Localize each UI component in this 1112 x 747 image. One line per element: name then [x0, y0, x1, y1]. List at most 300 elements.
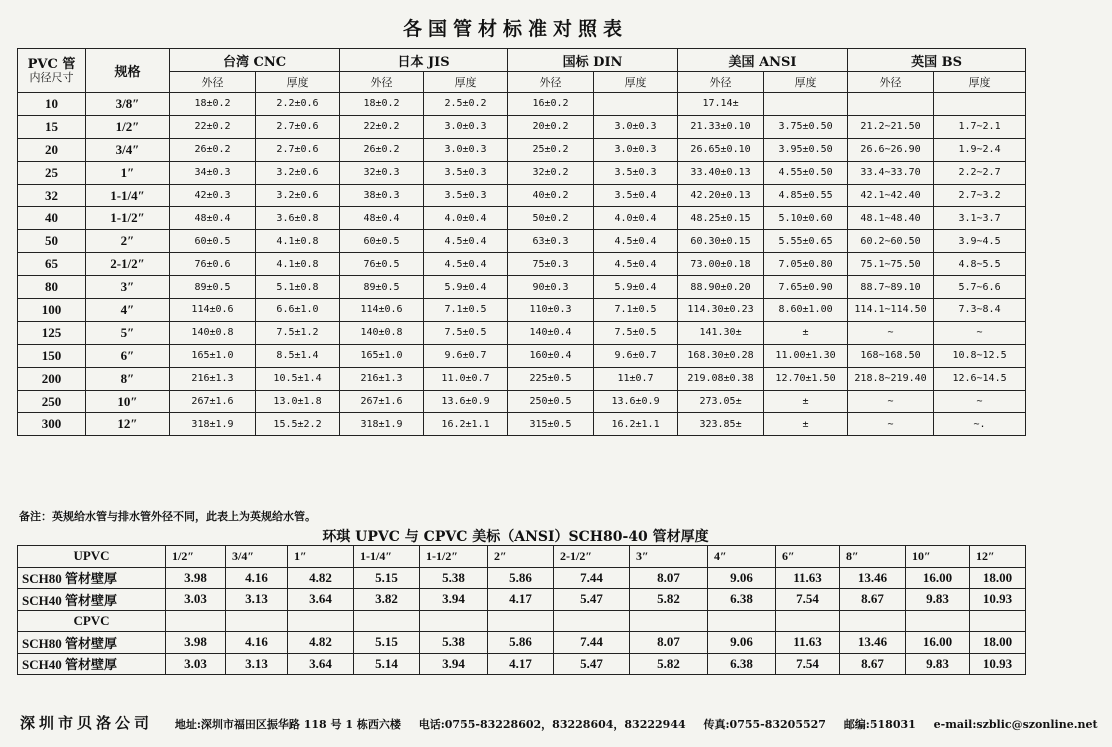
value-cell: 16.2±1.1 [594, 413, 678, 436]
row-label: SCH40 管材壁厚 [18, 653, 166, 675]
value-cell: 250±0.5 [508, 390, 594, 413]
value-cell: 4.55±0.50 [764, 161, 848, 184]
value-cell: 40±0.2 [508, 184, 594, 207]
value-cell: 18±0.2 [170, 93, 256, 116]
value-cell: ~ [848, 321, 934, 344]
subheader-thickness: 厚度 [764, 72, 848, 93]
value-cell: 7.5±0.5 [424, 321, 508, 344]
value-cell [764, 93, 848, 116]
header-standard-jis: 日本 JIS [340, 49, 508, 72]
value-cell: 4.5±0.4 [424, 230, 508, 253]
thickness-cell: 16.00 [906, 632, 970, 654]
value-cell: 3.1~3.7 [934, 207, 1026, 230]
pvc-size-cell: 300 [18, 413, 86, 436]
value-cell [934, 93, 1026, 116]
size-cell: 2″ [488, 546, 554, 568]
value-cell: 3.5±0.3 [424, 184, 508, 207]
value-cell: 32±0.3 [340, 161, 424, 184]
empty-cell [354, 610, 420, 632]
thickness-cell: 6.38 [708, 589, 776, 611]
thickness-cell: 4.82 [288, 567, 354, 589]
value-cell: 89±0.5 [340, 276, 424, 299]
value-cell: 5.9±0.4 [424, 276, 508, 299]
thickness-cell: 5.47 [554, 589, 630, 611]
value-cell: 7.1±0.5 [424, 299, 508, 322]
value-cell: 9.6±0.7 [594, 344, 678, 367]
value-cell: 1.7~2.1 [934, 115, 1026, 138]
value-cell: 5.10±0.60 [764, 207, 848, 230]
thickness-cell: 3.94 [420, 589, 488, 611]
table-row [18, 230, 1026, 253]
thickness-cell: 18.00 [970, 632, 1026, 654]
size-cell: 2-1/2″ [554, 546, 630, 568]
value-cell: 140±0.8 [170, 321, 256, 344]
company-address: 地址:深圳市福田区振华路 118 号 1 栋西六楼 [174, 718, 401, 731]
table-row [18, 184, 1026, 207]
pvc-size-cell: 125 [18, 321, 86, 344]
spec-cell: 10″ [86, 390, 170, 413]
value-cell: 90±0.3 [508, 276, 594, 299]
value-cell: 11±0.7 [594, 367, 678, 390]
value-cell: 3.0±0.3 [594, 115, 678, 138]
value-cell: 110±0.3 [508, 299, 594, 322]
table-row [18, 390, 1026, 413]
spec-cell: 8″ [86, 367, 170, 390]
value-cell: 2.7±0.6 [256, 138, 340, 161]
value-cell: 318±1.9 [340, 413, 424, 436]
thickness-cell: 5.47 [554, 653, 630, 675]
header-standard-din: 国标 DIN [508, 49, 678, 72]
thickness-cell: 3.98 [166, 567, 226, 589]
value-cell: 165±1.0 [340, 344, 424, 367]
value-cell: 60±0.5 [170, 230, 256, 253]
empty-cell [776, 610, 840, 632]
value-cell: 50±0.2 [508, 207, 594, 230]
thickness-cell: 4.82 [288, 632, 354, 654]
value-cell: ± [764, 321, 848, 344]
thickness-cell: 3.98 [166, 632, 226, 654]
value-cell: 2.7±0.6 [256, 115, 340, 138]
pvc-size-cell: 15 [18, 115, 86, 138]
footer [20, 712, 1098, 733]
header-spec: 规格 [86, 49, 170, 93]
subheader-thickness: 厚度 [594, 72, 678, 93]
empty-cell [906, 610, 970, 632]
thickness-cell: 4.17 [488, 589, 554, 611]
empty-cell [554, 610, 630, 632]
empty-cell [166, 610, 226, 632]
table-row [18, 93, 1026, 116]
company-email: e-mail:szblic@szonline.net [933, 718, 1098, 731]
table-row [18, 413, 1026, 436]
company-name: 深圳市贝洛公司 [20, 714, 154, 732]
thickness-row [18, 567, 1026, 589]
value-cell: 15.5±2.2 [256, 413, 340, 436]
thickness-cell: 3.13 [226, 589, 288, 611]
empty-cell [420, 610, 488, 632]
value-cell: ~ [848, 413, 934, 436]
value-cell: 4.0±0.4 [594, 207, 678, 230]
value-cell: 8.5±1.4 [256, 344, 340, 367]
pvc-size-cell: 40 [18, 207, 86, 230]
value-cell: 3.6±0.8 [256, 207, 340, 230]
value-cell: ~ [934, 390, 1026, 413]
spec-cell: 5″ [86, 321, 170, 344]
value-cell: 216±1.3 [340, 367, 424, 390]
value-cell: 22±0.2 [170, 115, 256, 138]
thickness-cell: 4.16 [226, 632, 288, 654]
value-cell: 48±0.4 [170, 207, 256, 230]
value-cell: 141.30± [678, 321, 764, 344]
value-cell [594, 93, 678, 116]
value-cell: 114±0.6 [340, 299, 424, 322]
thickness-cell: 9.83 [906, 589, 970, 611]
value-cell: 3.0±0.3 [424, 138, 508, 161]
spec-cell: 1/2″ [86, 115, 170, 138]
value-cell: 267±1.6 [340, 390, 424, 413]
value-cell: 33.40±0.13 [678, 161, 764, 184]
value-cell: 2.2~2.7 [934, 161, 1026, 184]
thickness-cell: 3.82 [354, 589, 420, 611]
pvc-size-cell: 150 [18, 344, 86, 367]
page-title: 各国管材标准对照表 [402, 18, 628, 40]
thickness-cell: 16.00 [906, 567, 970, 589]
table-row [18, 276, 1026, 299]
value-cell: 225±0.5 [508, 367, 594, 390]
value-cell: 7.5±1.2 [256, 321, 340, 344]
value-cell: 7.05±0.80 [764, 253, 848, 276]
value-cell: 140±0.8 [340, 321, 424, 344]
table-row [18, 321, 1026, 344]
value-cell: 4.5±0.4 [424, 253, 508, 276]
table-row [18, 253, 1026, 276]
value-cell: 5.55±0.65 [764, 230, 848, 253]
value-cell: 114±0.6 [170, 299, 256, 322]
value-cell: 34±0.3 [170, 161, 256, 184]
pvc-size-cell: 250 [18, 390, 86, 413]
value-cell: 7.65±0.90 [764, 276, 848, 299]
row-label: SCH80 管材壁厚 [18, 632, 166, 654]
thickness-cell: 13.46 [840, 632, 906, 654]
spec-cell: 1-1/4″ [86, 184, 170, 207]
table-row [18, 207, 1026, 230]
value-cell: 5.7~6.6 [934, 276, 1026, 299]
material-label: CPVC [18, 610, 166, 632]
size-cell: 1″ [288, 546, 354, 568]
thickness-cell: 9.83 [906, 653, 970, 675]
thickness-cell: 3.94 [420, 653, 488, 675]
table-row [18, 344, 1026, 367]
value-cell: ~ [848, 390, 934, 413]
header-standard-ansi: 美国 ANSI [678, 49, 848, 72]
value-cell: 89±0.5 [170, 276, 256, 299]
value-cell: 7.3~8.4 [934, 299, 1026, 322]
thickness-cell: 3.03 [166, 653, 226, 675]
section-title: 环琪 UPVC 与 CPVC 美标（ANSI）SCH80-40 管材厚度 [322, 529, 709, 545]
pvc-size-cell: 200 [18, 367, 86, 390]
value-cell: 75±0.3 [508, 253, 594, 276]
thickness-cell: 5.86 [488, 632, 554, 654]
row-label: SCH80 管材壁厚 [18, 567, 166, 589]
spec-cell: 2″ [86, 230, 170, 253]
table-row [18, 161, 1026, 184]
pvc-size-cell: 32 [18, 184, 86, 207]
value-cell: 5.1±0.8 [256, 276, 340, 299]
value-cell: 3.75±0.50 [764, 115, 848, 138]
value-cell: 165±1.0 [170, 344, 256, 367]
value-cell: 4.8~5.5 [934, 253, 1026, 276]
empty-cell [708, 610, 776, 632]
thickness-cell: 10.93 [970, 653, 1026, 675]
empty-cell [226, 610, 288, 632]
value-cell: 219.08±0.38 [678, 367, 764, 390]
pvc-size-cell: 100 [18, 299, 86, 322]
value-cell: ~. [934, 413, 1026, 436]
value-cell: 3.0±0.3 [424, 115, 508, 138]
value-cell: 63±0.3 [508, 230, 594, 253]
value-cell: 26±0.2 [170, 138, 256, 161]
thickness-cell: 5.38 [420, 632, 488, 654]
thickness-row [18, 632, 1026, 654]
thickness-row [18, 589, 1026, 611]
value-cell: 26.65±0.10 [678, 138, 764, 161]
value-cell: 1.9~2.4 [934, 138, 1026, 161]
table-row [18, 115, 1026, 138]
value-cell: 26.6~26.90 [848, 138, 934, 161]
thickness-cell: 3.13 [226, 653, 288, 675]
value-cell: 7.1±0.5 [594, 299, 678, 322]
subheader-od: 外径 [170, 72, 256, 93]
value-cell: 21.33±0.10 [678, 115, 764, 138]
spec-cell: 3″ [86, 276, 170, 299]
value-cell: 21.2~21.50 [848, 115, 934, 138]
value-cell: 13.6±0.9 [424, 390, 508, 413]
thickness-cell: 8.67 [840, 653, 906, 675]
table-row [18, 299, 1026, 322]
value-cell: 4.1±0.8 [256, 230, 340, 253]
header-standard-cnc: 台湾 CNC [170, 49, 340, 72]
value-cell: 4.85±0.55 [764, 184, 848, 207]
subheader-od: 外径 [678, 72, 764, 93]
pvc-size-cell: 25 [18, 161, 86, 184]
thickness-cell: 18.00 [970, 567, 1026, 589]
value-cell: 2.7~3.2 [934, 184, 1026, 207]
thickness-cell: 4.17 [488, 653, 554, 675]
value-cell: 60±0.5 [340, 230, 424, 253]
value-cell: 168.30±0.28 [678, 344, 764, 367]
company-phone: 电话:0755-83228602，83228604，83222944 [418, 718, 686, 731]
thickness-cell: 5.86 [488, 567, 554, 589]
material-label: UPVC [18, 546, 166, 568]
empty-cell [970, 610, 1026, 632]
pvc-size-cell: 10 [18, 93, 86, 116]
company-fax: 传真:0755-83205527 [703, 718, 826, 731]
value-cell: 114.30±0.23 [678, 299, 764, 322]
value-cell: 88.7~89.10 [848, 276, 934, 299]
value-cell: 22±0.2 [340, 115, 424, 138]
value-cell: 16±0.2 [508, 93, 594, 116]
thickness-cell: 7.54 [776, 589, 840, 611]
thickness-cell: 3.64 [288, 653, 354, 675]
size-cell: 4″ [708, 546, 776, 568]
value-cell: 273.05± [678, 390, 764, 413]
size-cell: 1-1/4″ [354, 546, 420, 568]
value-cell: 3.5±0.3 [424, 161, 508, 184]
thickness-row [18, 653, 1026, 675]
header-standard-bs: 英国 BS [848, 49, 1026, 72]
subheader-od: 外径 [340, 72, 424, 93]
thickness-cell: 8.07 [630, 632, 708, 654]
spec-cell: 3/8″ [86, 93, 170, 116]
value-cell: 6.6±1.0 [256, 299, 340, 322]
value-cell: 12.70±1.50 [764, 367, 848, 390]
thickness-cell: 9.06 [708, 632, 776, 654]
value-cell: 88.90±0.20 [678, 276, 764, 299]
spec-cell: 12″ [86, 413, 170, 436]
spec-cell: 1″ [86, 161, 170, 184]
value-cell: 4.0±0.4 [424, 207, 508, 230]
thickness-cell: 9.06 [708, 567, 776, 589]
value-cell: 20±0.2 [508, 115, 594, 138]
thickness-cell: 4.16 [226, 567, 288, 589]
value-cell: 42±0.3 [170, 184, 256, 207]
thickness-cell: 10.93 [970, 589, 1026, 611]
size-header-row [18, 546, 1026, 568]
pvc-size-cell: 65 [18, 253, 86, 276]
spec-cell: 2-1/2″ [86, 253, 170, 276]
value-cell: 4.5±0.4 [594, 230, 678, 253]
value-cell: 160±0.4 [508, 344, 594, 367]
value-cell: 48.1~48.40 [848, 207, 934, 230]
value-cell: 75.1~75.50 [848, 253, 934, 276]
thickness-cell: 8.07 [630, 567, 708, 589]
pvc-size-cell: 50 [18, 230, 86, 253]
value-cell: 42.1~42.40 [848, 184, 934, 207]
value-cell: 48±0.4 [340, 207, 424, 230]
value-cell: 216±1.3 [170, 367, 256, 390]
subheader-od: 外径 [848, 72, 934, 93]
thickness-cell: 7.44 [554, 632, 630, 654]
thickness-cell: 11.63 [776, 567, 840, 589]
table-note: 备注：英规给水管与排水管外径不同，此表上为英规给水管。 [19, 510, 316, 523]
thickness-cell: 5.15 [354, 567, 420, 589]
size-cell: 1-1/2″ [420, 546, 488, 568]
thickness-cell: 5.82 [630, 589, 708, 611]
value-cell: 12.6~14.5 [934, 367, 1026, 390]
value-cell: 18±0.2 [340, 93, 424, 116]
value-cell: 73.00±0.18 [678, 253, 764, 276]
thickness-cell: 11.63 [776, 632, 840, 654]
value-cell: 76±0.5 [340, 253, 424, 276]
value-cell: 16.2±1.1 [424, 413, 508, 436]
value-cell: 13.0±1.8 [256, 390, 340, 413]
value-cell: 323.85± [678, 413, 764, 436]
value-cell: 3.2±0.6 [256, 184, 340, 207]
thickness-cell: 5.82 [630, 653, 708, 675]
header-pvc-line2: 内径尺寸 [29, 70, 74, 84]
value-cell: 315±0.5 [508, 413, 594, 436]
value-cell: 11.00±1.30 [764, 344, 848, 367]
size-cell: 3″ [630, 546, 708, 568]
subheader-thickness: 厚度 [424, 72, 508, 93]
header-pvc [18, 49, 86, 93]
size-cell: 10″ [906, 546, 970, 568]
wall-thickness-table [17, 545, 1026, 675]
thickness-cell: 7.54 [776, 653, 840, 675]
thickness-cell: 5.14 [354, 653, 420, 675]
thickness-cell: 8.67 [840, 589, 906, 611]
value-cell: 60.30±0.15 [678, 230, 764, 253]
value-cell: 168~168.50 [848, 344, 934, 367]
spec-cell: 6″ [86, 344, 170, 367]
value-cell: 9.6±0.7 [424, 344, 508, 367]
spec-cell: 1-1/2″ [86, 207, 170, 230]
empty-cell [840, 610, 906, 632]
thickness-cell: 13.46 [840, 567, 906, 589]
value-cell: 33.4~33.70 [848, 161, 934, 184]
subheader-thickness: 厚度 [934, 72, 1026, 93]
thickness-cell: 3.03 [166, 589, 226, 611]
value-cell: 42.20±0.13 [678, 184, 764, 207]
thickness-cell: 7.44 [554, 567, 630, 589]
spec-cell: 4″ [86, 299, 170, 322]
standards-comparison-table [17, 48, 1026, 436]
value-cell [848, 93, 934, 116]
value-cell: 13.6±0.9 [594, 390, 678, 413]
table-row [18, 138, 1026, 161]
row-label: SCH40 管材壁厚 [18, 589, 166, 611]
size-cell: 1/2″ [166, 546, 226, 568]
value-cell: 10.5±1.4 [256, 367, 340, 390]
value-cell: 10.8~12.5 [934, 344, 1026, 367]
value-cell: 32±0.2 [508, 161, 594, 184]
value-cell: ± [764, 413, 848, 436]
value-cell: 25±0.2 [508, 138, 594, 161]
subheader-thickness: 厚度 [256, 72, 340, 93]
value-cell: 218.8~219.40 [848, 367, 934, 390]
value-cell: 17.14± [678, 93, 764, 116]
thickness-cell: 6.38 [708, 653, 776, 675]
pvc-size-cell: 20 [18, 138, 86, 161]
value-cell: 114.1~114.50 [848, 299, 934, 322]
empty-cell [488, 610, 554, 632]
company-postcode: 邮编:518031 [843, 718, 916, 731]
value-cell: 26±0.2 [340, 138, 424, 161]
value-cell: 3.0±0.3 [594, 138, 678, 161]
value-cell: 11.0±0.7 [424, 367, 508, 390]
value-cell: 5.9±0.4 [594, 276, 678, 299]
cpvc-header-row [18, 610, 1026, 632]
size-cell: 12″ [970, 546, 1026, 568]
spec-cell: 3/4″ [86, 138, 170, 161]
size-cell: 8″ [840, 546, 906, 568]
table-row [18, 367, 1026, 390]
value-cell: 38±0.3 [340, 184, 424, 207]
value-cell: 318±1.9 [170, 413, 256, 436]
value-cell: 3.5±0.4 [594, 184, 678, 207]
thickness-cell: 3.64 [288, 589, 354, 611]
value-cell: 2.5±0.2 [424, 93, 508, 116]
empty-cell [288, 610, 354, 632]
value-cell: 76±0.6 [170, 253, 256, 276]
subheader-od: 外径 [508, 72, 594, 93]
size-cell: 3/4″ [226, 546, 288, 568]
value-cell: 60.2~60.50 [848, 230, 934, 253]
value-cell: 140±0.4 [508, 321, 594, 344]
value-cell: 4.5±0.4 [594, 253, 678, 276]
header-pvc-line1: PVC 管 [27, 56, 76, 72]
size-cell: 6″ [776, 546, 840, 568]
